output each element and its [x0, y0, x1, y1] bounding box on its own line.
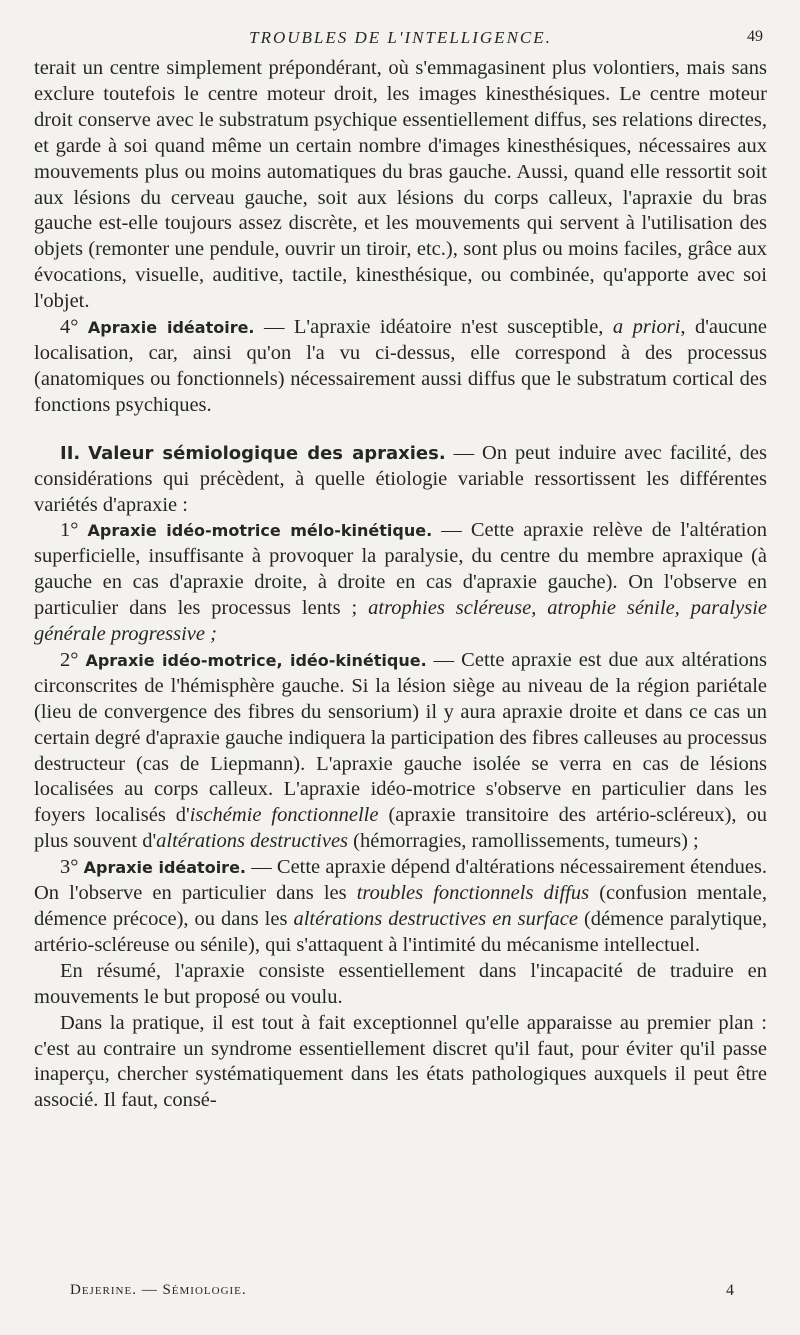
- item-heading: Apraxie idéatoire.: [83, 858, 247, 878]
- item-heading: Apraxie idéo-motrice mélo-kinétique.: [87, 521, 433, 541]
- emphasis-text: atrophies scléreuse, atrophie sénile, paralysie générale progressive ;: [34, 597, 767, 646]
- paragraph-text: — Cette apraxie est due aux altérations circonscrites de l'hémisphère gauche. Si la lésion siège au niveau de la région pariétale (lieu de convergence des fibres du sensorium) il y aura apraxie droite et dans ce cas un certain degré d'apraxie gauche indiquera la participation des fibres calleuses au processus destructeur (cas de Liepmann). L'apraxie gauche isolée se verra en cas de lésions localisées au corps calleux. L'apraxie idéo-motrice s'observe en particulier dans les foyers localisés d': [34, 648, 768, 827]
- paragraph-text: — On peut induire avec facilité, des considérations qui précèdent, à quelle étiologie variable ressortissent les différentes variétés d'apraxie :: [34, 441, 768, 516]
- paragraph-practice: [34, 1011, 767, 1115]
- section-gap: [34, 419, 767, 441]
- section-heading: Valeur sémiologique des apraxies.: [88, 442, 446, 464]
- item-heading: Apraxie idéo-motrice, idéo-kinétique.: [85, 650, 427, 670]
- paragraph-text: terait un centre simplement prépondérant, où s'emmagasinent plus volontiers, mais sans exclure toutefois le centre moteur droit, les images kinesthésiques. Le centre moteur droit conserve avec le substratum psychique essentiellement diffus, ses relations directes, et garde à soi quand même un certain nombre d'images kinesthésiques, nécessaires aux mouvements plus ou moins automatiques du bras gauche. Aussi, quand elle ressortit soit aux lésions du cerveau gauche, soit aux lésions du corps calleux, l'apraxie du bras gauche est-elle toujours assez discrète, et les mouvements qui servent à l'utilisation des objets (remonter une pendule, ouvrir un tiroir, etc.), sont plus ou moins faciles, grâce aux évocations, visuelle, auditive, tactile, kinesthésique, ou combinée, qu'apporte avec soi l'objet.: [34, 57, 767, 313]
- paragraph-text: (hémorragies, ramollissements, tumeurs) ;: [348, 830, 699, 853]
- body-text: [34, 56, 767, 1114]
- paragraph-ideational-localization: [34, 315, 767, 419]
- item-number: 4°: [60, 316, 79, 339]
- page-number: 49: [747, 28, 763, 45]
- paragraph-text: (confusion mentale, démence précoce), ou dans les: [34, 882, 767, 930]
- paragraph-text: (apraxie transitoire des artério-scléreux), ou plus souvent d': [34, 804, 768, 853]
- book-page: [34, 26, 767, 1114]
- emphasis-text: a priori: [612, 316, 681, 339]
- paragraph-ideational: [34, 855, 767, 959]
- emphasis-text: ischémie fonctionnelle: [189, 804, 379, 827]
- item-number: 2°: [60, 648, 79, 671]
- emphasis-text: altérations destructives en surface: [293, 908, 578, 930]
- paragraph-ideokinetic: [34, 648, 767, 855]
- emphasis-text: altérations destructives: [156, 830, 349, 853]
- sheet-signature-mark: 4: [726, 1282, 734, 1299]
- item-heading: Apraxie idéatoire.: [87, 318, 255, 338]
- paragraph-text: Dans la pratique, il est tout à fait exceptionnel qu'elle apparaisse au premier plan : c'est au contraire un syndrome essentiellement discret qu'il faut, pour éviter qu'il passe inaperçu, chercher systématiquement dans les états pathologiques auxquels il peut être associé. Il faut, consé-: [34, 1011, 767, 1112]
- section-heading-paragraph: [34, 441, 767, 519]
- running-title: TROUBLES DE L'INTELLIGENCE.: [249, 28, 552, 47]
- paragraph-text: — L'apraxie idéatoire n'est susceptible,: [254, 316, 613, 339]
- item-number: 3°: [60, 856, 79, 879]
- paragraph-continuation: [34, 56, 767, 315]
- item-number: 1°: [60, 519, 79, 542]
- paragraph-summary: [34, 959, 767, 1011]
- page-footer: [70, 1282, 734, 1306]
- paragraph-text: , d'aucune localisation, car, ainsi qu'on l'a vu ci-dessus, elle correspond à des processus (anatomiques ou fonctionnels) nécessairement aussi diffus que le substratum cortical des fonctions psychiques.: [34, 316, 767, 416]
- paragraph-text: — Cette apraxie dépend d'altérations nécessairement étendues. On l'observe en particulier dans les: [34, 856, 768, 905]
- paragraph-text: En résumé, l'apraxie consiste essentiellement dans l'incapacité de traduire en mouvements le but proposé ou voulu.: [34, 959, 767, 1008]
- paragraph-text: (démence paralytique, artério-scléreuse ou sénile), qui s'attaquent à l'intimité du mécanisme intellectuel.: [34, 908, 767, 956]
- footer-signature: Dejerine. — Sémiologie.: [70, 1282, 247, 1298]
- paragraph-text: — Cette apraxie relève de l'altération superficielle, insuffisante à provoquer la paralysie, du centre du membre apraxique (à gauche en cas d'apraxie droite, à droite en cas d'apraxie gauche). On l'observe en particulier dans les processus lents ;: [34, 519, 768, 620]
- section-number: II.: [60, 442, 81, 464]
- emphasis-text: troubles fonctionnels diffus: [356, 882, 590, 905]
- page-header: [34, 26, 767, 56]
- paragraph-melokinetic: [34, 518, 767, 648]
